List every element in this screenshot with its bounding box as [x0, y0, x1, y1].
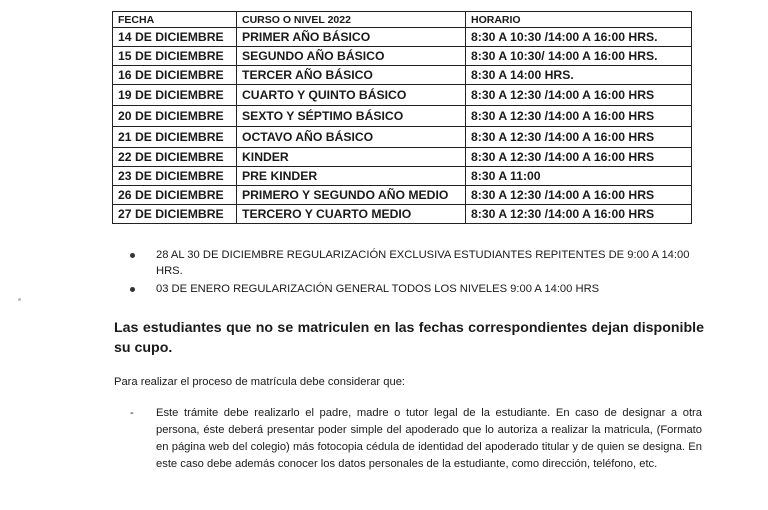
- cell-curso: OCTAVO AÑO BÁSICO: [237, 127, 466, 148]
- regularization-list: [128, 247, 718, 299]
- list-item-text: 28 AL 30 DE DICIEMBRE REGULARIZACIÓN EXCLUSIVA ESTUDIANTES REPITENTES DE 9:00 A 14:00 HRS.: [156, 249, 690, 277]
- cell-horario: 8:30 A 12:30 /14:00 A 16:00 HRS: [466, 85, 692, 106]
- cell-curso: PRE KINDER: [237, 167, 466, 186]
- scan-speck: [18, 298, 21, 301]
- cell-curso: PRIMER AÑO BÁSICO: [237, 28, 466, 47]
- table-row: [113, 127, 692, 148]
- cell-fecha: 21 DE DICIEMBRE: [113, 127, 237, 148]
- cell-fecha: 14 DE DICIEMBRE: [113, 28, 237, 47]
- list-item: [128, 247, 718, 279]
- cell-horario: 8:30 A 12:30 /14:00 A 16:00 HRS: [466, 186, 692, 205]
- cell-horario: 8:30 A 14:00 HRS.: [466, 66, 692, 85]
- cell-horario: 8:30 A 12:30 /14:00 A 16:00 HRS: [466, 127, 692, 148]
- table-row: [113, 47, 692, 66]
- cell-horario: 8:30 A 12:30 /14:00 A 16:00 HRS: [466, 148, 692, 167]
- table-row: [113, 148, 692, 167]
- dash-marker: -: [130, 407, 134, 419]
- cell-fecha: 26 DE DICIEMBRE: [113, 186, 237, 205]
- table-row: [113, 186, 692, 205]
- header-curso: CURSO O NIVEL 2022: [237, 12, 466, 28]
- cell-curso: PRIMERO Y SEGUNDO AÑO MEDIO: [237, 186, 466, 205]
- cell-curso: KINDER: [237, 148, 466, 167]
- cell-curso: TERCER AÑO BÁSICO: [237, 66, 466, 85]
- bullet-icon: [130, 287, 135, 292]
- table-row: [113, 106, 692, 127]
- cell-fecha: 22 DE DICIEMBRE: [113, 148, 237, 167]
- table-row: [113, 66, 692, 85]
- table-row: [113, 28, 692, 47]
- cell-horario: 8:30 A 12:30 /14:00 A 16:00 HRS: [466, 106, 692, 127]
- cell-curso: SEGUNDO AÑO BÁSICO: [237, 47, 466, 66]
- intro-paragraph: Para realizar el proceso de matrícula debe considerar que:: [114, 376, 406, 388]
- enrollment-warning: Las estudiantes que no se matriculen en las fechas correspondientes dejan disponible su cupo.: [114, 320, 704, 356]
- table-header-row: [113, 12, 692, 28]
- header-horario: HORARIO: [466, 12, 692, 28]
- table-row: [113, 85, 692, 106]
- cell-fecha: 20 DE DICIEMBRE: [113, 106, 237, 127]
- cell-fecha: 16 DE DICIEMBRE: [113, 66, 237, 85]
- header-fecha: FECHA: [113, 12, 237, 28]
- cell-horario: 8:30 A 10:30/ 14:00 A 16:00 HRS.: [466, 47, 692, 66]
- cell-fecha: 15 DE DICIEMBRE: [113, 47, 237, 66]
- cell-horario: 8:30 A 12:30 /14:00 A 16:00 HRS: [466, 205, 692, 224]
- cell-fecha: 19 DE DICIEMBRE: [113, 85, 237, 106]
- bullet-icon: [130, 253, 135, 258]
- table-row: [113, 167, 692, 186]
- cell-horario: 8:30 A 11:00: [466, 167, 692, 186]
- requirement-text: Este trámite debe realizarlo el padre, madre o tutor legal de la estudiante. En caso de designar a otra persona, éste deberá presentar poder simple del apoderado que lo autoriza a realizar la matricula, (Formato en página web del colegio) más fotocopia cédula de identidad del apoderado titular y de quien se designa. En este caso debe además conocer los datos personales de la estudiante, como dirección, teléfono, etc.: [156, 407, 702, 470]
- cell-fecha: 27 DE DICIEMBRE: [113, 205, 237, 224]
- requirements-list: [114, 405, 702, 473]
- cell-fecha: 23 DE DICIEMBRE: [113, 167, 237, 186]
- enrollment-schedule-table: [112, 11, 692, 224]
- list-item: [128, 281, 718, 297]
- cell-curso: SEXTO Y SÉPTIMO BÁSICO: [237, 106, 466, 127]
- cell-curso: CUARTO Y QUINTO BÁSICO: [237, 85, 466, 106]
- cell-horario: 8:30 A 10:30 /14:00 A 16:00 HRS.: [466, 28, 692, 47]
- table-row: [113, 205, 692, 224]
- list-item-text: 03 DE ENERO REGULARIZACIÓN GENERAL TODOS LOS NIVELES 9:00 A 14:00 HRS: [156, 283, 600, 295]
- cell-curso: TERCERO Y CUARTO MEDIO: [237, 205, 466, 224]
